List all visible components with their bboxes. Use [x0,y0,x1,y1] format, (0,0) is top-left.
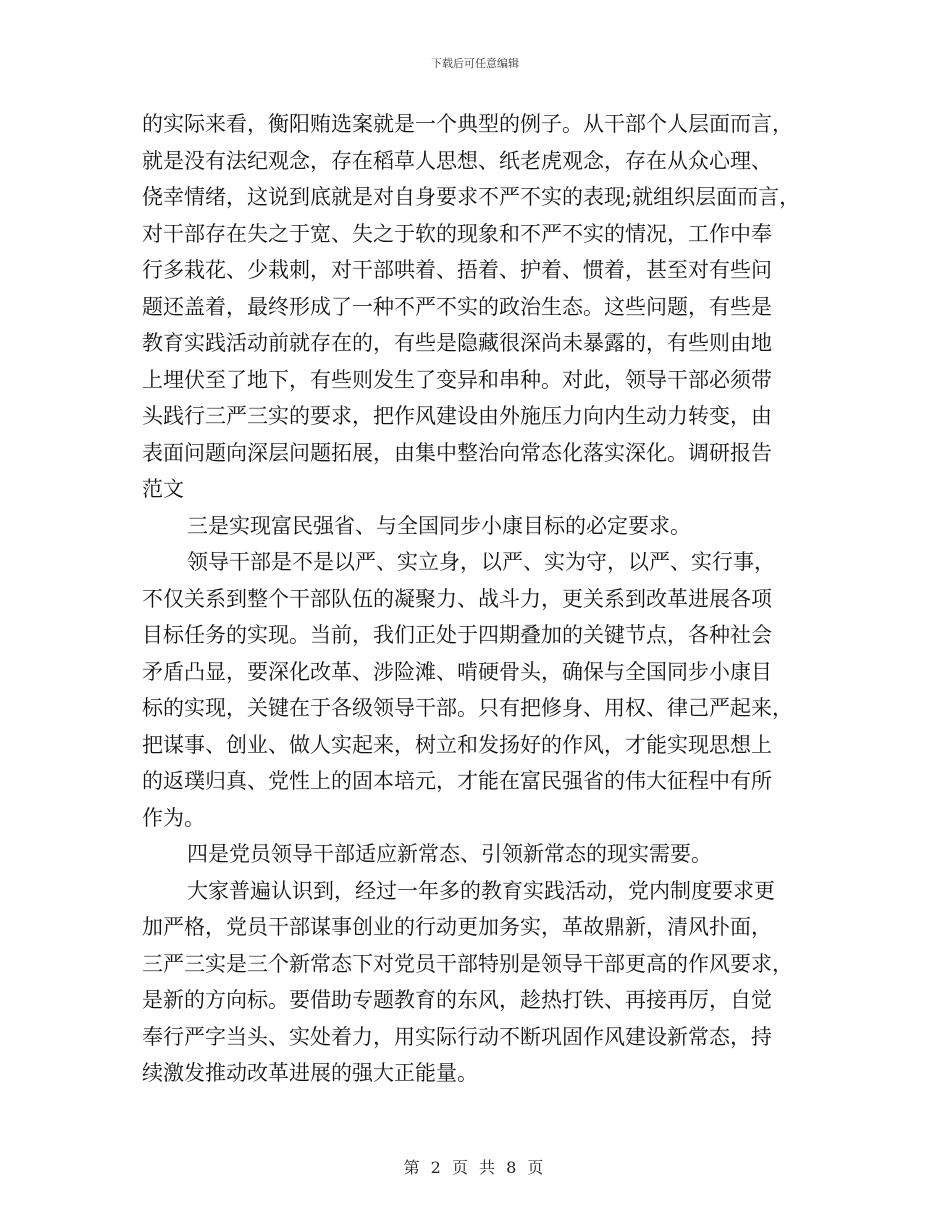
paragraph-line: 侥幸情绪，这说到底就是对自身要求不严不实的表现;就组织层面而言， [142,185,801,209]
paragraph-line: 的返璞归真、党性上的固本培元，才能在富民强省的伟大征程中有所 [142,769,772,793]
paragraph-line: 不仅关系到整个干部队伍的凝聚力、战斗力，更关系到改革进展各项 [142,586,772,611]
paragraph-line: 矛盾凸显，要深化改革、涉险滩、啃硬骨头，确保与全国同步小康目 [142,659,772,684]
paragraph-first-line: 领导干部是不是以严、实立身，以严、实为守，以严、实行事， [187,550,775,574]
paragraph-line: 上埋伏至了地下，有些则发生了变异和串种。对此，领导干部必须带 [142,367,772,392]
paragraph-line: 的实际来看，衡阳贿选案就是一个典型的例子。从干部个人层面而言， [142,112,793,136]
paragraph-line: 标的实现，关键在于各级领导干部。只有把修身、用权、律己严起来， [142,696,793,720]
paragraph-line: 是新的方向标。要借助专题教育的东风，趁热打铁、再接再厉，自觉 [142,988,772,1012]
paragraph-line: 把谋事、创业、做人实起来，树立和发扬好的作风，才能实现思想上 [142,732,772,757]
paragraph-line: 对干部存在失之于宽、失之于软的现象和不严不实的情况，工作中奉 [142,221,772,246]
paragraph-line: 教育实践活动前就存在的，有些是隐藏很深尚未暴露的，有些则由地 [142,331,772,355]
paragraph-first-line: 四是党员领导干部适应新常态、引领新常态的现实需要。 [187,842,712,866]
paragraph-line: 表面问题向深层问题拓展，由集中整治向常态化落实深化。调研报告 [142,440,772,465]
paragraph-first-line: 三是实现富民强省、与全国同步小康目标的必定要求。 [187,513,691,538]
paragraph-line: 头践行三严三实的要求，把作风建设由外施压力向内生动力转变，由 [142,404,772,428]
paragraph-line: 就是没有法纪观念，存在稻草人思想、纸老虎观念，存在从众心理、 [142,148,772,173]
paragraph-line: 行多栽花、少栽刺，对干部哄着、捂着、护着、惯着，甚至对有些问 [142,258,772,282]
paragraph-line: 目标任务的实现。当前，我们正处于四期叠加的关键节点，各种社会 [142,623,772,647]
page-number: 第 2 页 共 8 页 [403,1158,547,1177]
paragraph-line: 题还盖着，最终形成了一种不严不实的政治生态。这些问题，有些是 [142,294,772,319]
paragraph-line: 加严格，党员干部谋事创业的行动更加务实，革故鼎新，清风扑面， [142,915,772,939]
document-body [142,106,822,1092]
header-note: 下载后可任意编辑 [431,57,519,70]
paragraph-line: 范文 [142,477,184,501]
paragraph-line: 续激发推动改革进展的强大正能量。 [142,1061,478,1085]
paragraph-line: 奉行严字当头、实处着力，用实际行动不断巩固作风建设新常态，持 [142,1024,772,1049]
paragraph-line: 三严三实是三个新常态下对党员干部特别是领导干部更高的作风要求， [142,951,793,976]
paragraph-line: 作为。 [142,805,205,830]
paragraph-first-line: 大家普遍认识到，经过一年多的教育实践活动，党内制度要求更 [187,878,775,903]
